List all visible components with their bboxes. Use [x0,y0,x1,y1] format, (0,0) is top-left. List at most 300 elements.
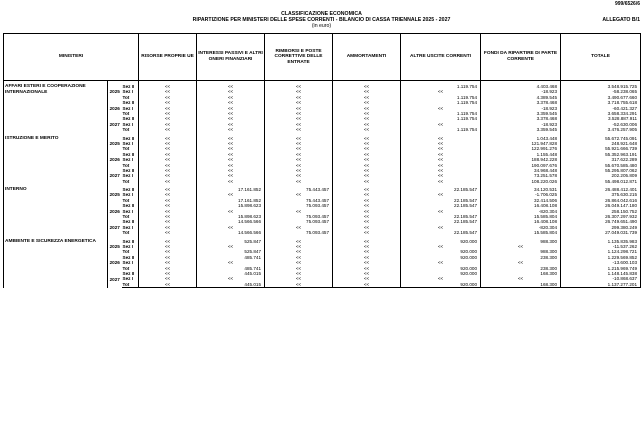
cell-fondi: 3.359.545 [481,127,561,132]
cell-rimborsi: << [265,146,333,151]
cell-fondi: 34.968.448 [481,168,561,173]
cell-interessi: << [197,173,265,178]
cell-totale: 55.921.666.739 [561,146,641,151]
cell-ammortamenti: << [333,266,401,271]
cell-totale: 55.352.963.191 [561,152,641,157]
cell-altre: << [401,89,481,94]
cell-altre: 920.000 [401,271,481,276]
cell-interessi: << [197,141,265,146]
title-classification: CLASSIFICAZIONE ECONOMICA [281,11,362,17]
cell-altre: << [401,260,481,265]
section-label: Tot [122,111,139,116]
section-label: Sez I [122,192,139,197]
cell-totale: 26.749.651.490 [561,219,641,224]
cell-altre: 22.185.547 [401,203,481,208]
section-label: Sez II [122,184,139,192]
section-label: Sez II [122,81,139,90]
cell-rimborsi: << [265,225,333,230]
cell-rimborsi: 75.443.457 [265,198,333,203]
cell-interessi: << [197,122,265,127]
cell-totale: 3.548.915.725 [561,81,641,90]
cell-fondi: 3.378.468 [481,116,561,121]
section-label: Tot [122,127,139,132]
cell-totale: 1.124.298.721 [561,249,641,254]
cell-fondi: 988.300 [481,236,561,244]
cell-rimborsi: << [265,271,333,276]
cell-altre: << [401,179,481,184]
cell-risorse: << [139,244,197,249]
year-label: 2025 [108,81,122,101]
cell-rimborsi: << [265,89,333,94]
cell-fondi: 122.991.276 [481,146,561,151]
cell-altre: << [401,146,481,151]
section-label: Sez II [122,271,139,276]
cell-fondi: 34.120.531 [481,184,561,192]
ministry-name: INTERNO [4,184,108,236]
cell-altre: << [401,122,481,127]
table-row [4,236,641,244]
cell-fondi: 238.300 [481,266,561,271]
cell-totale: 317.622.289 [561,157,641,162]
year-label: 2027 [108,271,122,288]
cell-risorse: << [139,127,197,132]
cell-fondi: -18.923 [481,89,561,94]
cell-ammortamenti: << [333,89,401,94]
cell-risorse: << [139,230,197,235]
header-risorse: RISORSE PROPRIE UE [139,34,197,81]
header-ministeri: MINISTERI [4,34,139,81]
cell-risorse: << [139,157,197,162]
cell-altre: << [401,276,481,281]
year-label: 2026 [108,100,122,116]
year-label: 2026 [108,255,122,271]
cell-risorse: << [139,192,197,197]
section-label: Sez I [122,260,139,265]
cell-risorse: << [139,236,197,244]
section-label: Tot [122,162,139,167]
cell-interessi: 14.566.566 [197,230,265,235]
cell-totale: 1.229.569.852 [561,255,641,260]
cell-interessi: << [197,106,265,111]
cell-ammortamenti: << [333,162,401,167]
cell-totale: 55.295.807.062 [561,168,641,173]
cell-interessi: << [197,192,265,197]
cell-rimborsi: 75.093.457 [265,203,333,208]
cell-ammortamenti: << [333,225,401,230]
section-label: Tot [122,95,139,100]
cell-risorse: << [139,141,197,146]
cell-ammortamenti: << [333,141,401,146]
cell-interessi: << [197,127,265,132]
section-label: Sez I [122,276,139,281]
cell-totale: 375.630.215 [561,192,641,197]
cell-fondi: 15.585.804 [481,214,561,219]
cell-interessi: 17.161.852 [197,198,265,203]
cell-totale: 202.205.809 [561,173,641,178]
cell-altre: 22.185.547 [401,214,481,219]
cell-totale: 1.137.277.201 [561,282,641,288]
cell-fondi: 32.414.506 [481,198,561,203]
cell-ammortamenti: << [333,276,401,281]
cell-risorse: << [139,89,197,94]
cell-ammortamenti: << [333,214,401,219]
cell-rimborsi: << [265,282,333,288]
cell-ammortamenti: << [333,122,401,127]
cell-totale: 1.215.969.749 [561,266,641,271]
cell-totale: 55.498.012.871 [561,179,641,184]
cell-interessi: 485.741 [197,266,265,271]
section-label: Tot [122,146,139,151]
cell-fondi: 4.389.545 [481,95,561,100]
cell-rimborsi: << [265,162,333,167]
table-row [4,81,641,90]
section-label: Tot [122,198,139,203]
section-label: Sez I [122,244,139,249]
cell-ammortamenti: << [333,255,401,260]
cell-totale: -58.238.065 [561,89,641,94]
cell-interessi: << [197,162,265,167]
year-label: 2027 [108,116,122,132]
cell-ammortamenti: << [333,127,401,132]
cell-interessi: << [197,89,265,94]
cell-risorse: << [139,152,197,157]
cell-risorse: << [139,173,197,178]
cell-risorse: << [139,271,197,276]
cell-altre: 1.119.754 [401,111,481,116]
cell-totale: 248.921.648 [561,141,641,146]
header-interessi: INTERESSI PASSIVI E ALTRI ONERI FINANZIARI [197,34,265,81]
cell-ammortamenti: << [333,111,401,116]
cell-risorse: << [139,106,197,111]
cell-totale: 3.490.677.660 [561,95,641,100]
cell-fondi: 16.408.108 [481,219,561,224]
cell-rimborsi: << [265,141,333,146]
cell-altre: 920.000 [401,255,481,260]
year-label: 2027 [108,168,122,184]
cell-totale: -52.630.006 [561,122,641,127]
cell-risorse: << [139,209,197,214]
section-label: Sez I [122,173,139,178]
cell-ammortamenti: << [333,219,401,224]
cell-interessi: << [197,133,265,141]
cell-totale: 26.307.297.932 [561,214,641,219]
cell-altre: << [401,152,481,157]
section-label: Sez II [122,133,139,141]
cell-ammortamenti: << [333,203,401,208]
section-label: Sez II [122,255,139,260]
cell-risorse: << [139,95,197,100]
cell-fondi: -18.923 [481,122,561,127]
section-label: Sez I [122,89,139,94]
cell-risorse: << [139,276,197,281]
budget-table [3,33,641,288]
cell-totale: 1.148.145.838 [561,271,641,276]
section-label: Sez II [122,219,139,224]
cell-totale: 258.150.752 [561,209,641,214]
cell-fondi: 4.403.468 [481,81,561,90]
cell-interessi: << [197,116,265,121]
section-label: Sez I [122,141,139,146]
cell-rimborsi: << [265,106,333,111]
cell-risorse: << [139,162,197,167]
cell-fondi: 121.947.828 [481,141,561,146]
cell-altre: << [401,133,481,141]
cell-altre: << [401,192,481,197]
cell-interessi: 15.898.623 [197,203,265,208]
cell-interessi: << [197,100,265,105]
cell-fondi: 188.942.228 [481,157,561,162]
cell-ammortamenti: << [333,249,401,254]
cell-risorse: << [139,146,197,151]
cell-altre: 920.000 [401,236,481,244]
cell-risorse: << [139,198,197,203]
cell-altre: 22.185.547 [401,219,481,224]
cell-totale: 3.476.257.905 [561,127,641,132]
cell-fondi: 3.378.468 [481,100,561,105]
cell-rimborsi: << [265,95,333,100]
cell-interessi: 445.015 [197,282,265,288]
cell-totale: 55.672.745.091 [561,133,641,141]
section-label: Sez II [122,100,139,105]
cell-altre: 1.119.754 [401,116,481,121]
cell-rimborsi: << [265,111,333,116]
cell-fondi: 1.043.448 [481,133,561,141]
cell-interessi: << [197,276,265,281]
cell-interessi: << [197,157,265,162]
section-label: Sez II [122,152,139,157]
cell-ammortamenti: << [333,260,401,265]
section-label: Sez I [122,157,139,162]
cell-rimborsi: << [265,276,333,281]
cell-altre: << [401,162,481,167]
cell-altre: 1.119.754 [401,100,481,105]
cell-totale: 26.488.412.401 [561,184,641,192]
cell-ammortamenti: << [333,173,401,178]
cell-ammortamenti: << [333,192,401,197]
cell-risorse: << [139,203,197,208]
section-label: Tot [122,214,139,219]
table-row [4,133,641,141]
cell-ammortamenti: << [333,230,401,235]
cell-risorse: << [139,184,197,192]
cell-ammortamenti: << [333,95,401,100]
cell-ammortamenti: << [333,271,401,276]
cell-interessi: 445.015 [197,271,265,276]
cell-rimborsi: << [265,266,333,271]
cell-interessi: << [197,179,265,184]
cell-rimborsi: << [265,244,333,249]
cell-ammortamenti: << [333,100,401,105]
cell-risorse: << [139,282,197,288]
cell-altre: 920.000 [401,282,481,288]
annex-label: ALLEGATO B/1 [602,17,640,23]
section-label: Sez II [122,203,139,208]
cell-fondi: -18.923 [481,106,561,111]
cell-rimborsi: << [265,249,333,254]
cell-ammortamenti: << [333,179,401,184]
section-label: Tot [122,179,139,184]
cell-risorse: << [139,249,197,254]
cell-totale: -10.868.637 [561,276,641,281]
cell-risorse: << [139,266,197,271]
cell-rimborsi: << [265,209,333,214]
cell-altre: 22.185.547 [401,184,481,192]
cell-altre: 920.000 [401,266,481,271]
cell-rimborsi: << [265,152,333,157]
cell-risorse: << [139,255,197,260]
cell-risorse: << [139,111,197,116]
cell-rimborsi: << [265,179,333,184]
cell-totale: 3.528.887.911 [561,116,641,121]
cell-rimborsi: << [265,236,333,244]
cell-ammortamenti: << [333,133,401,141]
cell-altre: << [401,173,481,178]
cell-interessi: 525.847 [197,236,265,244]
cell-interessi: << [197,111,265,116]
cell-totale: 55.670.585.480 [561,162,641,167]
table-body [4,81,641,288]
cell-ammortamenti: << [333,146,401,151]
cell-interessi: << [197,81,265,90]
cell-risorse: << [139,81,197,90]
year-label: 2025 [108,236,122,255]
section-label: Sez I [122,225,139,230]
header-fondi: FONDI DA RIPARTIRE DI PARTE CORRENTE [481,34,561,81]
cell-altre: << [401,209,481,214]
cell-fondi: << [481,260,561,265]
cell-rimborsi: << [265,122,333,127]
cell-fondi: 1.155.448 [481,152,561,157]
cell-altre: 1.119.754 [401,81,481,90]
title-breakdown: RIPARTIZIONE PER MINISTERI DELLE SPESE CORRENTI - BILANCIO DI CASSA TRIENNALE 2025 - 2027 [192,17,451,23]
ministry-name: AFFARI ESTERI E COOPERAZIONE INTERNAZIONALE [4,81,108,133]
cell-interessi: 485.741 [197,255,265,260]
cell-totale: -11.537.262 [561,244,641,249]
header-altre: ALTRE USCITE CORRENTI [401,34,481,81]
cell-ammortamenti: << [333,209,401,214]
cell-altre: << [401,244,481,249]
cell-totale: 299.380.249 [561,225,641,230]
cell-interessi: << [197,244,265,249]
year-label: 2026 [108,152,122,168]
section-label: Sez II [122,116,139,121]
cell-altre: << [401,106,481,111]
cell-altre: 1.119.754 [401,95,481,100]
cell-rimborsi: << [265,255,333,260]
cell-rimborsi: << [265,260,333,265]
cell-ammortamenti: << [333,106,401,111]
cell-interessi: << [197,152,265,157]
cell-fondi: 190.097.676 [481,162,561,167]
cell-totale: 3.718.755.618 [561,100,641,105]
header-totale: TOTALE [561,34,641,81]
cell-totale: 26.049.147.180 [561,203,641,208]
cell-rimborsi: << [265,168,333,173]
cell-interessi: 525.847 [197,249,265,254]
cell-interessi: 14.566.566 [197,219,265,224]
cell-totale: -60.421.327 [561,106,641,111]
cell-altre: 22.185.547 [401,230,481,235]
document-id: 999/6526/6 [614,1,640,7]
cell-risorse: << [139,225,197,230]
cell-rimborsi: << [265,100,333,105]
section-label: Tot [122,282,139,288]
cell-ammortamenti: << [333,282,401,288]
cell-ammortamenti: << [333,152,401,157]
cell-risorse: << [139,168,197,173]
cell-rimborsi: << [265,173,333,178]
header-ammortamenti: AMMORTAMENTI [333,34,401,81]
cell-totale: 26.864.042.616 [561,198,641,203]
year-label: 2025 [108,184,122,203]
cell-fondi: 73.251.578 [481,173,561,178]
section-label: Sez I [122,122,139,127]
table-row [4,184,641,192]
cell-risorse: << [139,219,197,224]
section-label: Tot [122,249,139,254]
section-label: Tot [122,266,139,271]
header-row [4,34,641,81]
cell-fondi: -820.304 [481,225,561,230]
cell-fondi: 16.408.108 [481,203,561,208]
cell-totale: 1.135.835.983 [561,236,641,244]
cell-risorse: << [139,116,197,121]
cell-rimborsi: 75.443.457 [265,184,333,192]
cell-altre: << [401,168,481,173]
cell-rimborsi: << [265,192,333,197]
cell-fondi: 108.220.026 [481,179,561,184]
cell-risorse: << [139,133,197,141]
cell-fondi: 15.585.804 [481,230,561,235]
cell-rimborsi: 75.093.457 [265,214,333,219]
cell-fondi: << [481,244,561,249]
cell-interessi: << [197,95,265,100]
cell-ammortamenti: << [333,236,401,244]
cell-fondi: << [481,276,561,281]
cell-fondi: 168.300 [481,282,561,288]
cell-fondi: 988.300 [481,249,561,254]
cell-ammortamenti: << [333,198,401,203]
cell-ammortamenti: << [333,116,401,121]
cell-risorse: << [139,100,197,105]
cell-fondi: 238.300 [481,255,561,260]
ministry-name: AMBIENTE E SICUREZZA ENERGETICA [4,236,108,288]
cell-fondi: -1.706.025 [481,192,561,197]
cell-interessi: << [197,168,265,173]
ministry-name: ISTRUZIONE E MERITO [4,133,108,185]
cell-risorse: << [139,214,197,219]
cell-rimborsi: 75.093.457 [265,230,333,235]
cell-ammortamenti: << [333,168,401,173]
cell-interessi: << [197,260,265,265]
section-label: Sez I [122,209,139,214]
cell-interessi: 17.161.852 [197,184,265,192]
cell-ammortamenti: << [333,244,401,249]
cell-rimborsi: << [265,81,333,90]
cell-interessi: << [197,225,265,230]
cell-rimborsi: << [265,116,333,121]
cell-rimborsi: << [265,157,333,162]
cell-altre: 920.000 [401,249,481,254]
header-rimborsi: RIMBORSI E POSTE CORRETTIVE DELLE ENTRATE [265,34,333,81]
cell-rimborsi: 75.093.457 [265,219,333,224]
section-label: Sez II [122,168,139,173]
cell-rimborsi: << [265,133,333,141]
cell-rimborsi: << [265,127,333,132]
year-label: 2026 [108,203,122,219]
cell-ammortamenti: << [333,81,401,90]
cell-totale: -13.600.103 [561,260,641,265]
